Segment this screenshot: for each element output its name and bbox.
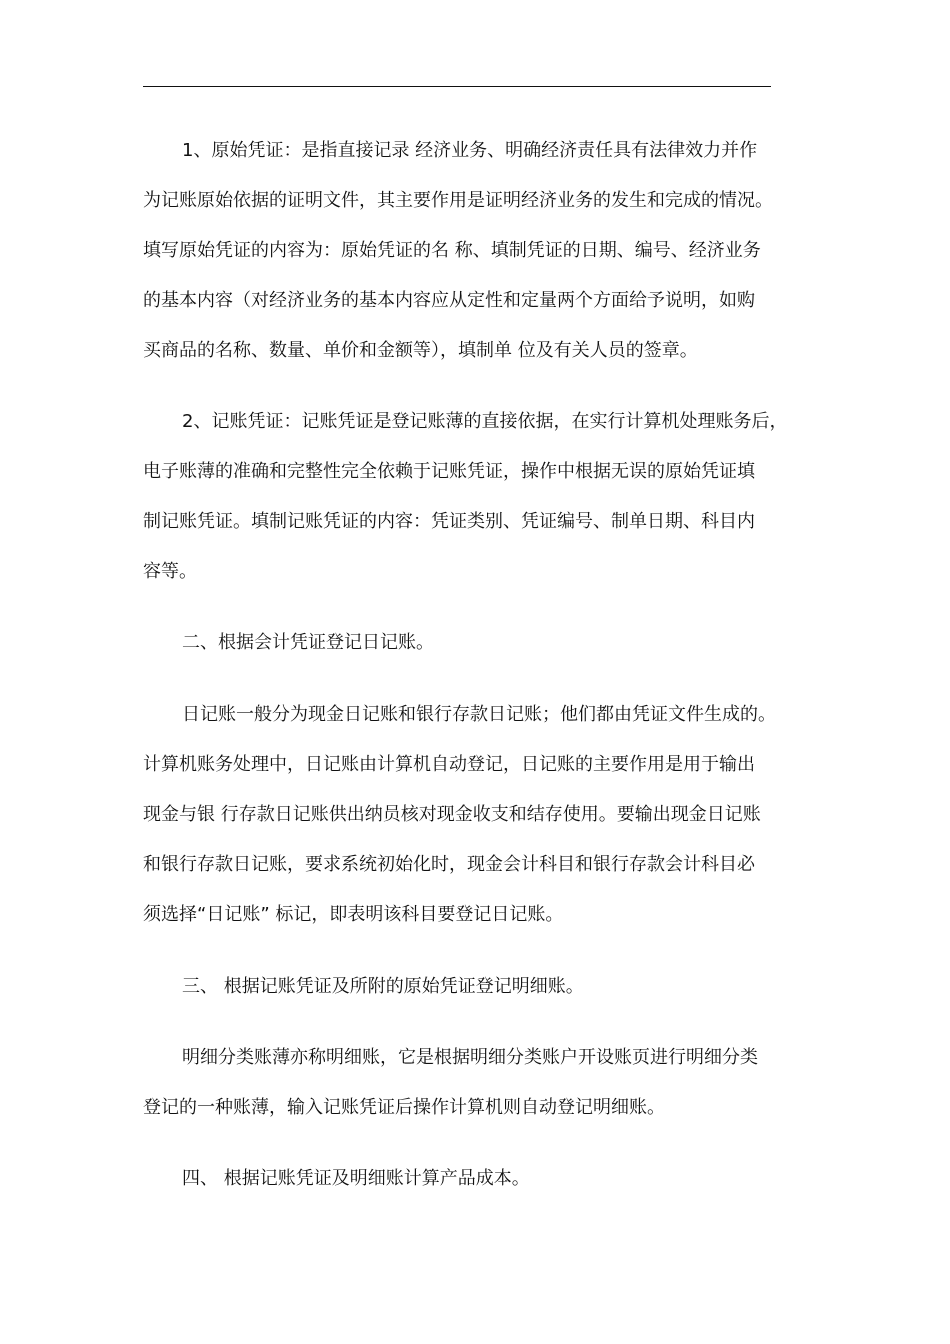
paragraph-line: 计算机账务处理中，日记账由计算机自动登记，日记账的主要作用是用于输出 <box>143 754 755 775</box>
paragraph-line: 明细分类账薄亦称明细账，它是根据明细分类账户开设账页进行明细分类 <box>182 1047 758 1068</box>
paragraph-line: 须选择“日记账” 标记，即表明该科目要登记日记账。 <box>143 904 564 925</box>
paragraph-line: 的基本内容（对经济业务的基本内容应从定性和定量两个方面给予说明，如购 <box>143 290 755 311</box>
section-heading: 四、 根据记账凭证及明细账计算产品成本。 <box>182 1168 530 1189</box>
paragraph-line: 1、原始凭证：是指直接记录 经济业务、明确经济责任具有法律效力并作 <box>182 140 758 161</box>
section-heading: 三、 根据记账凭证及所附的原始凭证登记明细账。 <box>182 976 584 997</box>
paragraph-line: 和银行存款日记账，要求系统初始化时，现金会计科目和银行存款会计科目必 <box>143 854 755 875</box>
paragraph-line: 登记的一种账薄，输入记账凭证后操作计算机则自动登记明细账。 <box>143 1097 665 1118</box>
section-heading: 二、根据会计凭证登记日记账。 <box>182 632 434 653</box>
paragraph-line: 为记账原始依据的证明文件，其主要作用是证明经济业务的发生和完成的情况。 <box>143 190 773 211</box>
paragraph-line: 买商品的名称、数量、单价和金额等），填制单 位及有关人员的签章。 <box>143 340 698 361</box>
paragraph-line: 现金与银 行存款日记账供出纳员核对现金收支和结存使用。要输出现金日记账 <box>143 804 761 825</box>
paragraph-line: 日记账一般分为现金日记账和银行存款日记账；他们都由凭证文件生成的。 <box>182 704 776 725</box>
top-divider <box>143 86 771 87</box>
paragraph-line: 容等。 <box>143 561 197 582</box>
paragraph-line: 填写原始凭证的内容为：原始凭证的名 称、填制凭证的日期、编号、经济业务 <box>143 240 761 261</box>
paragraph-line: 2、记账凭证：记账凭证是登记账薄的直接依据，在实行计算机处理账务后， <box>182 411 788 432</box>
paragraph-line: 制记账凭证。填制记账凭证的内容：凭证类别、凭证编号、制单日期、科目内 <box>143 511 755 532</box>
paragraph-line: 电子账薄的准确和完整性完全依赖于记账凭证，操作中根据无误的原始凭证填 <box>143 461 755 482</box>
